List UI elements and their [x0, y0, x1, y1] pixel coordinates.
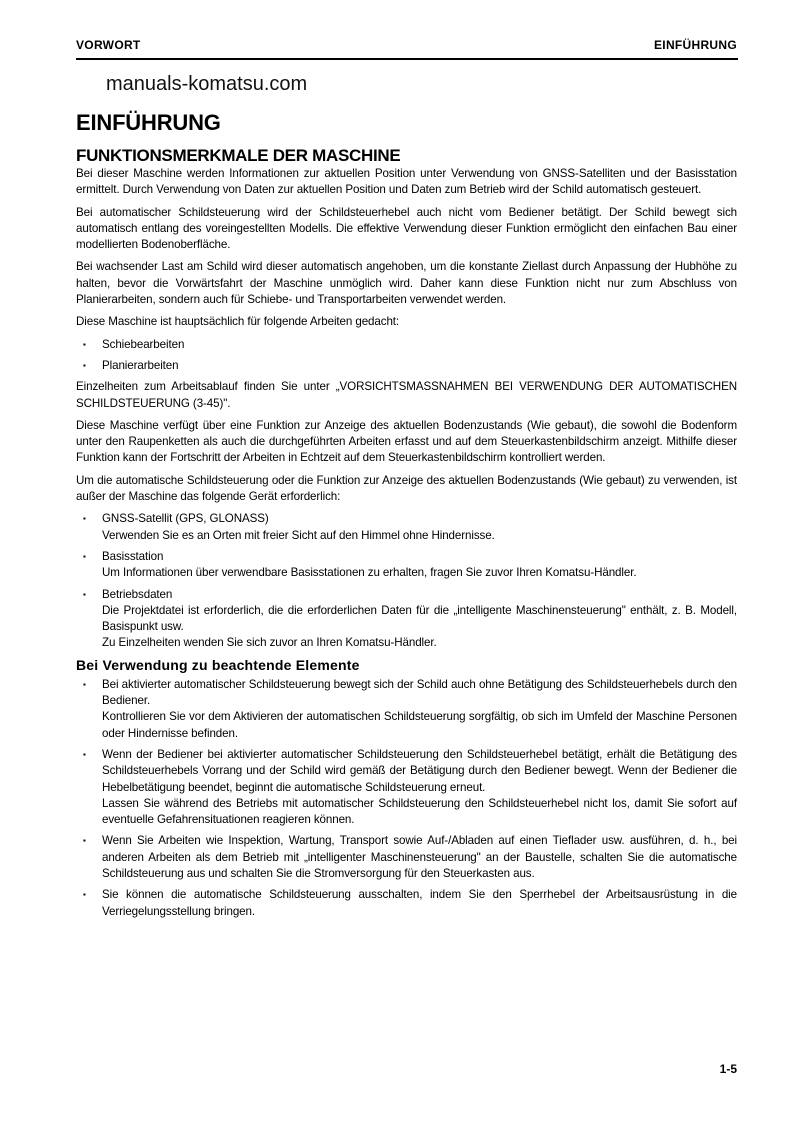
list-item	[76, 587, 737, 652]
item-text: ▪ Wenn der Bediener bei aktivierter automatischer Schildsteuerung den Schildsteuerhebel betätigt, erhält die Betätigung des Schildsteuerhebels Vorrang und der Schild wird gemäß der Betätigung durch den Bediener bewegt. Wenn der Bediener die Hebelbetätigung beendet, beginnt die automatische Schildsteuerung erneut.	[102, 747, 737, 794]
paragraph: Diese Maschine verfügt über eine Funktion zur Anzeige des aktuellen Bodenzustands (Wie gebaut), die sowohl die Bodenform unter den Raupenketten als auch die durchgeführten Arbeiten erfasst und auf dem Steuerkastenbildschirm anzeigt. Mithilfe dieser Funktion kann der Fortschritt der Arbeiten in Echtzeit auf dem Steuerkastenbildschirm kontrolliert werden.	[76, 418, 737, 465]
item-text: ▪ Bei aktivierter automatischer Schildsteuerung bewegt sich der Schild auch ohne Betätigung des Schildsteuerhebels durch den Bediener.	[102, 677, 737, 708]
page-title: EINFÜHRUNG	[76, 110, 221, 135]
section-title: FUNKTIONSMERKMALE DER MASCHINE	[76, 146, 401, 165]
watermark: manuals-komatsu.com	[106, 73, 308, 95]
content	[76, 110, 737, 925]
equipment-list	[76, 511, 737, 651]
list-item: ▪ Planierarbeiten	[76, 358, 737, 374]
list-item	[76, 549, 737, 582]
header-rule	[76, 58, 738, 60]
item-title: ▪ Basisstation	[102, 549, 164, 563]
header-right: EINFÜHRUNG	[654, 38, 737, 52]
list-item	[76, 511, 737, 544]
paragraph: Diese Maschine ist hauptsächlich für folgende Arbeiten gedacht:	[76, 315, 400, 329]
subsection-title: Bei Verwendung zu beachtende Elemente	[76, 656, 360, 673]
paragraph: Bei wachsender Last am Schild wird dieser automatisch angehoben, um die konstante Ziellast durch Anpassung der Hubhöhe zu halten, bevor die Vorwärtsfahrt der Maschine unmöglich wird. Daher kann diese Funktion nicht nur zum Abschluss von Planierarbeiten, sondern auch für Schiebe- und Transportarbeiten verwendet werden.	[76, 260, 737, 307]
page-number: 1-5	[719, 1062, 737, 1076]
item-text: Lassen Sie während des Betriebs mit automatischer Schildsteuerung den Schildsteuerhebel nicht los, damit Sie sofort auf eventuelle Gefahrensituationen reagieren können.	[102, 796, 737, 827]
paragraph: Einzelheiten zum Arbeitsablauf finden Sie unter „VORSICHTSMASSNAHMEN BEI VERWENDUNG DER AUTOMATISCHEN SCHILDSTEUERUNG (3-45)".	[76, 380, 737, 410]
paragraph: Bei automatischer Schildsteuerung wird der Schildsteuerhebel auch nicht vom Bediener betätigt. Der Schild bewegt sich automatisch entlang des voreingestellten Modells. Die effektive Verwendung dieser Funktion ermöglicht den einfachen Bau einer modellierten Bodenoberfläche.	[76, 205, 737, 252]
work-list	[76, 337, 737, 375]
item-text: Um Informationen über verwendbare Basisstationen zu erhalten, fragen Sie zuvor Ihren Komatsu-Händler.	[102, 566, 637, 580]
paragraph: Um die automatische Schildsteuerung oder die Funktion zur Anzeige des aktuellen Bodenzustands (Wie gebaut) zu verwenden, ist außer der Maschine das folgende Gerät erforderlich:	[76, 473, 737, 504]
item-text: Kontrollieren Sie vor dem Aktivieren der automatischen Schildsteuerung sorgfältig, ob sich im Umfeld der Maschine Personen oder Hindernisse befinden.	[102, 710, 737, 740]
notes-list	[76, 677, 737, 920]
item-text: Die Projektdatei ist erforderlich, die die erforderlichen Daten für die „intelligente Maschinensteuerung" enthält, z. B. Modell, Basispunkt usw.	[102, 603, 737, 634]
list-item	[76, 887, 737, 920]
item-title: ▪ Betriebsdaten	[102, 587, 173, 601]
item-text: ▪ Wenn Sie Arbeiten wie Inspektion, Wartung, Transport sowie Auf-/Abladen auf einen Tieflader usw. ausführen, d. h., bei anderen Arbeiten als dem Betrieb mit „intelligenter Maschinensteuerung" an der Baustelle, schalten Sie die automatische Schildsteuerung aus und schalten Sie die Stromversorgung für den Steuerkasten aus.	[102, 834, 737, 880]
item-text: Verwenden Sie es an Orten mit freier Sicht auf den Himmel ohne Hindernisse.	[102, 528, 495, 542]
paragraph: Bei dieser Maschine werden Informationen zur aktuellen Position unter Verwendung von GNSS-Satelliten und der Basisstation ermittelt. Durch Verwendung von Daten zur aktuellen Position und Daten zum Betrieb wird der Schild automatisch gesteuert.	[76, 167, 737, 197]
list-item	[76, 677, 737, 742]
item-text: Zu Einzelheiten wenden Sie sich zuvor an Ihren Komatsu-Händler.	[102, 636, 437, 650]
list-item	[76, 747, 737, 828]
item-title: ▪ GNSS-Satellit (GPS, GLONASS)	[102, 512, 269, 526]
list-item: ▪ Schiebearbeiten	[76, 337, 737, 353]
item-text: ▪ Sie können die automatische Schildsteuerung ausschalten, indem Sie den Sperrhebel der Arbeitsausrüstung in die Verriegelungsstellung bringen.	[102, 888, 737, 918]
header-left: VORWORT	[76, 38, 141, 52]
list-item	[76, 833, 737, 882]
